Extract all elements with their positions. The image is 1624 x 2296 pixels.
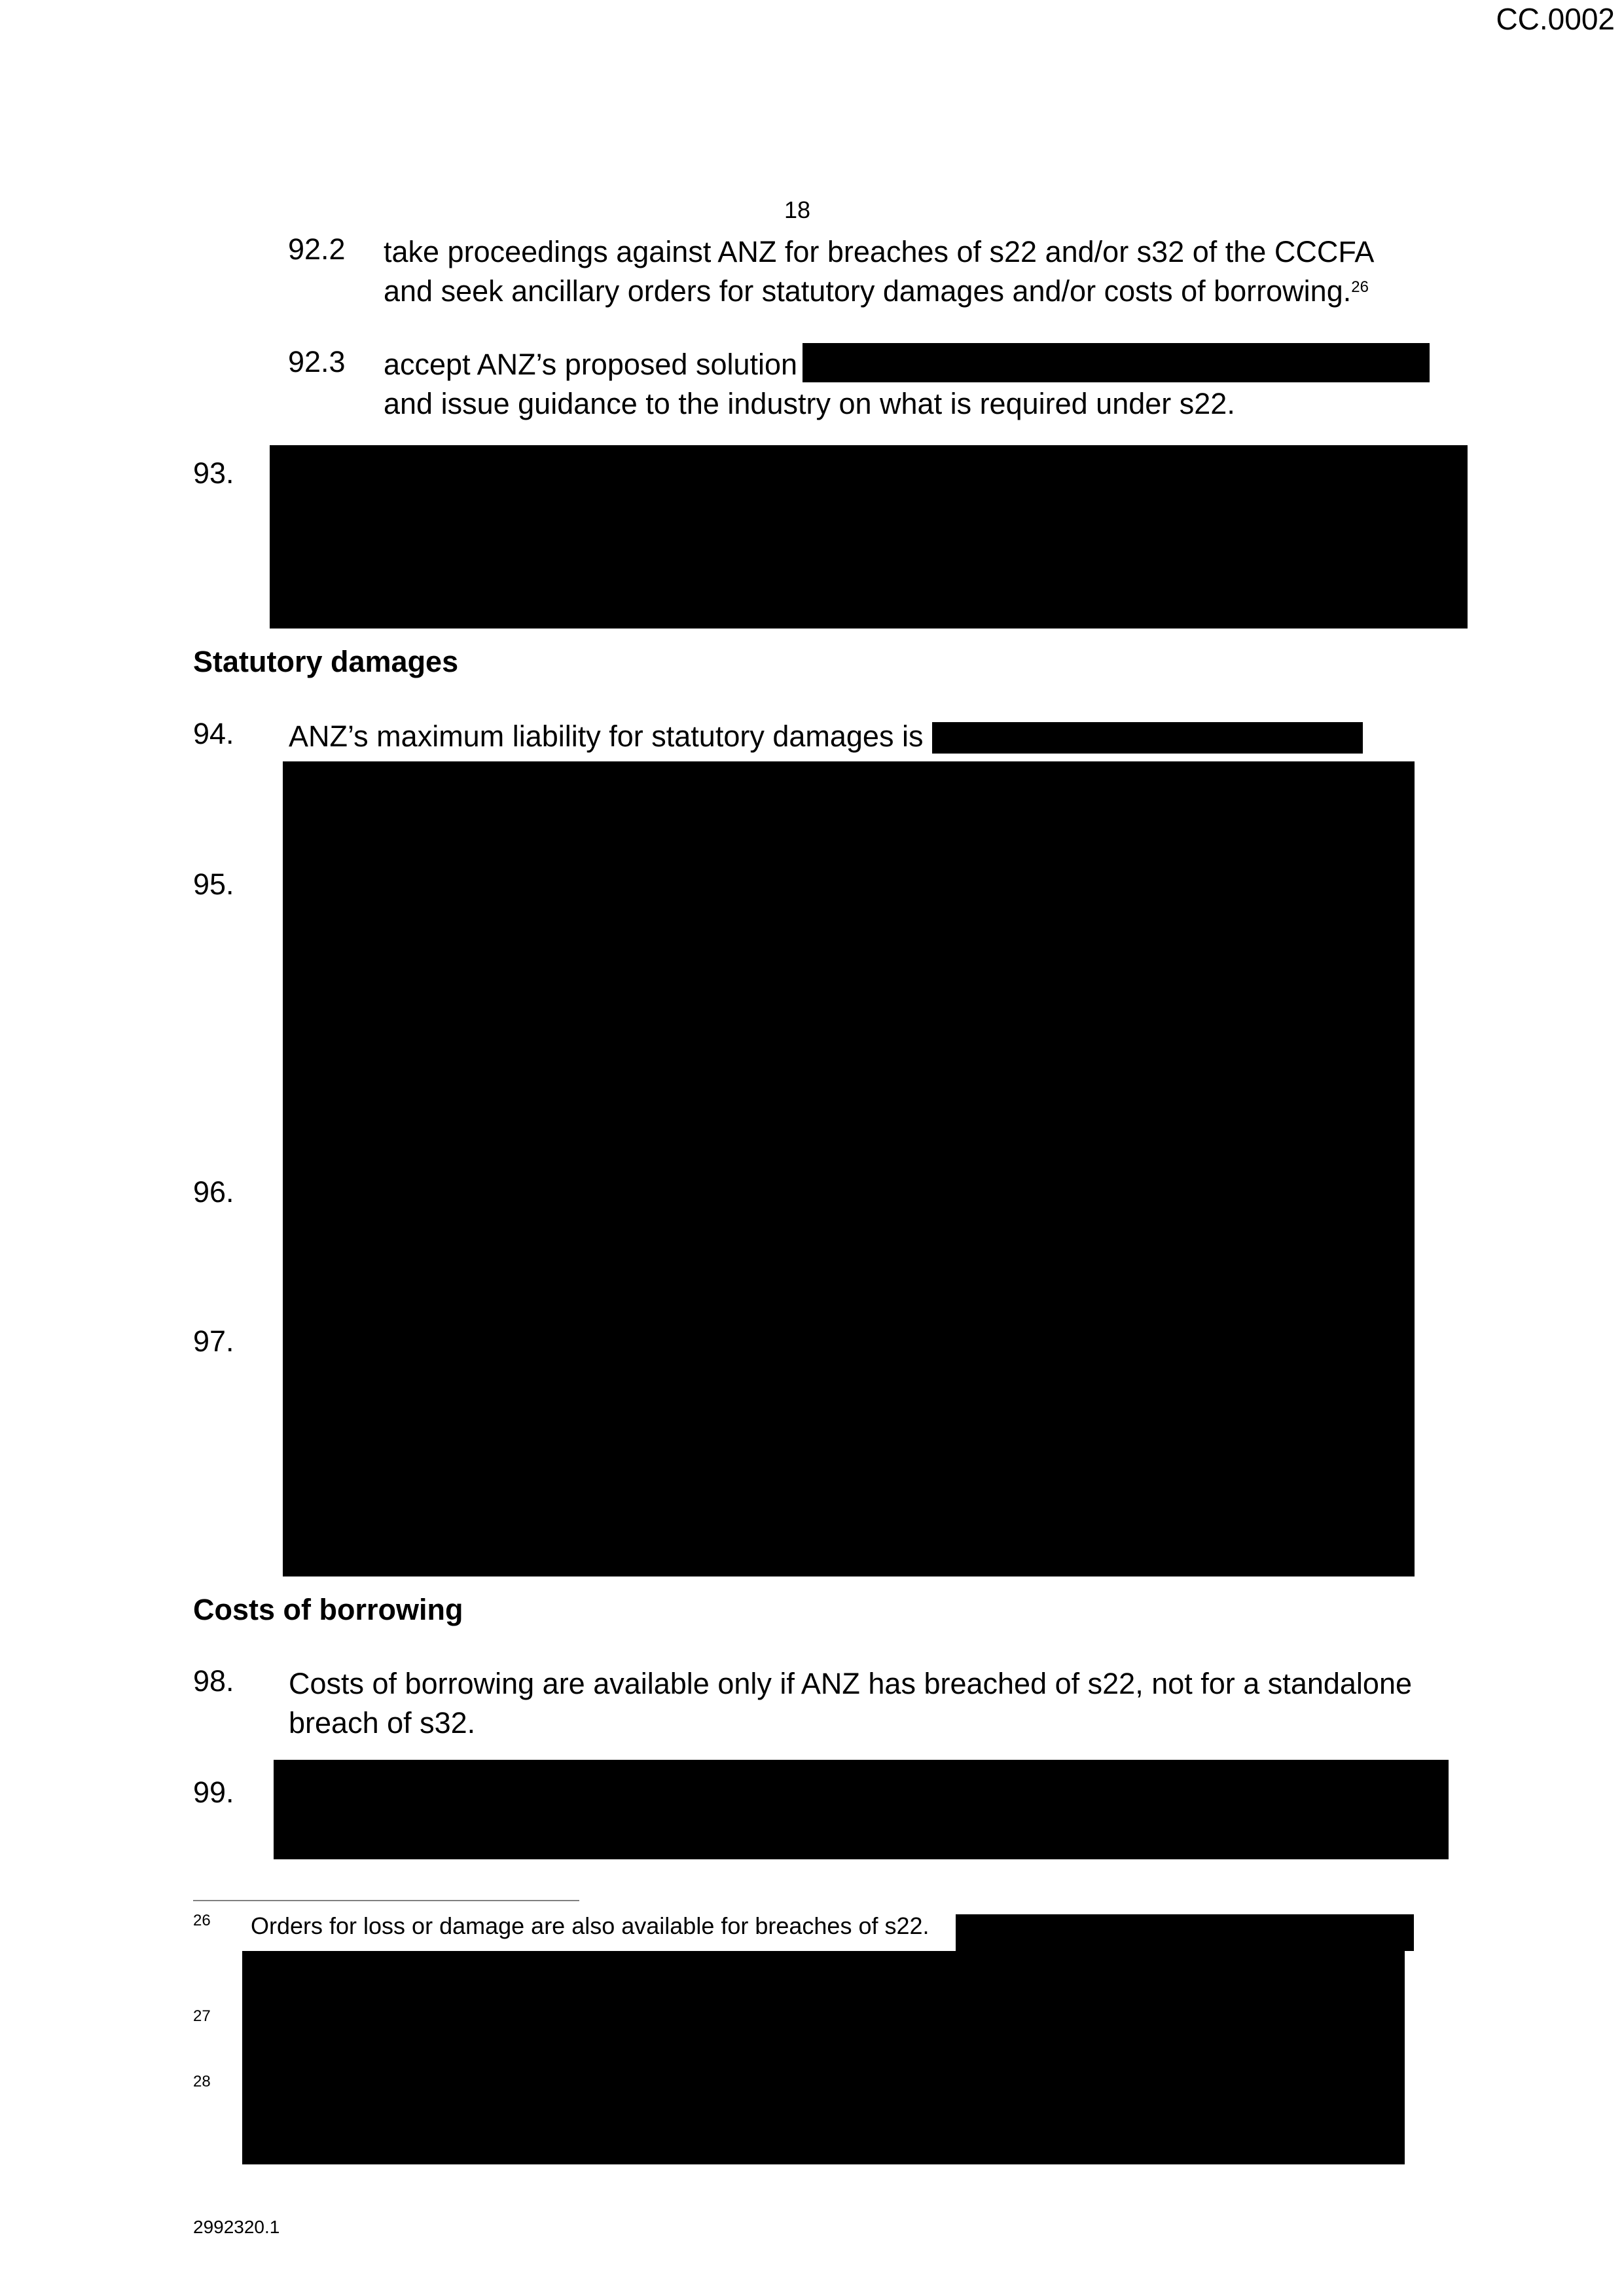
section-heading-costs-of-borrowing: Costs of borrowing	[193, 1593, 463, 1626]
paragraph-number-92-2: 92.2	[288, 232, 346, 266]
footer-document-id: 2992320.1	[193, 2217, 280, 2237]
paragraph-number-92-3: 92.3	[288, 345, 346, 378]
redaction-99	[274, 1760, 1449, 1859]
paragraph-94-text: ANZ’s maximum liability for statutory damages is	[289, 720, 924, 753]
redaction-92-3	[803, 343, 1430, 382]
redaction-94	[932, 722, 1363, 754]
paragraph-number-93: 93.	[193, 456, 234, 490]
paragraph-number-96: 96.	[193, 1175, 234, 1209]
paragraph-92-2-line-1: take proceedings against ANZ for breaches of s22 and/or s32 of the CCCFA	[384, 235, 1375, 268]
paragraph-92-3-line-2: and issue guidance to the industry on what is required under s22.	[384, 387, 1235, 420]
document-id: CC.0002	[1496, 2, 1615, 36]
paragraph-number-94: 94.	[193, 717, 234, 750]
section-heading-statutory-damages: Statutory damages	[193, 645, 459, 678]
redaction-footnotes-27-28	[242, 1951, 1405, 2164]
footnote-ref-26[interactable]: 26	[1351, 278, 1369, 296]
paragraph-number-99: 99.	[193, 1776, 234, 1809]
footnote-separator	[193, 1900, 579, 1901]
paragraph-92-2-line-2	[384, 272, 1369, 311]
footnote-mark-26: 26	[193, 1912, 211, 1929]
paragraph-92-2-line-2-text: and seek ancillary orders for statutory damages and/or costs of borrowing.	[384, 274, 1352, 308]
paragraph-number-98: 98.	[193, 1664, 234, 1698]
paragraph-98-line-2: breach of s32.	[289, 1706, 476, 1740]
paragraph-number-95: 95.	[193, 867, 234, 901]
footnote-26-text: Orders for loss or damage are also available for breaches of s22.	[251, 1912, 929, 1939]
footnote-mark-28: 28	[193, 2073, 211, 2090]
page-number: 18	[784, 196, 811, 223]
paragraph-number-97: 97.	[193, 1324, 234, 1358]
footnote-mark-27: 27	[193, 2007, 211, 2025]
redaction-93	[270, 445, 1468, 629]
redaction-footnote-26	[956, 1914, 1414, 1951]
redaction-95-97	[283, 761, 1415, 1576]
paragraph-92-3-line-1: accept ANZ’s proposed solution	[384, 348, 798, 381]
paragraph-98-line-1: Costs of borrowing are available only if ANZ has breached of s22, not for a standalone	[289, 1667, 1412, 1700]
